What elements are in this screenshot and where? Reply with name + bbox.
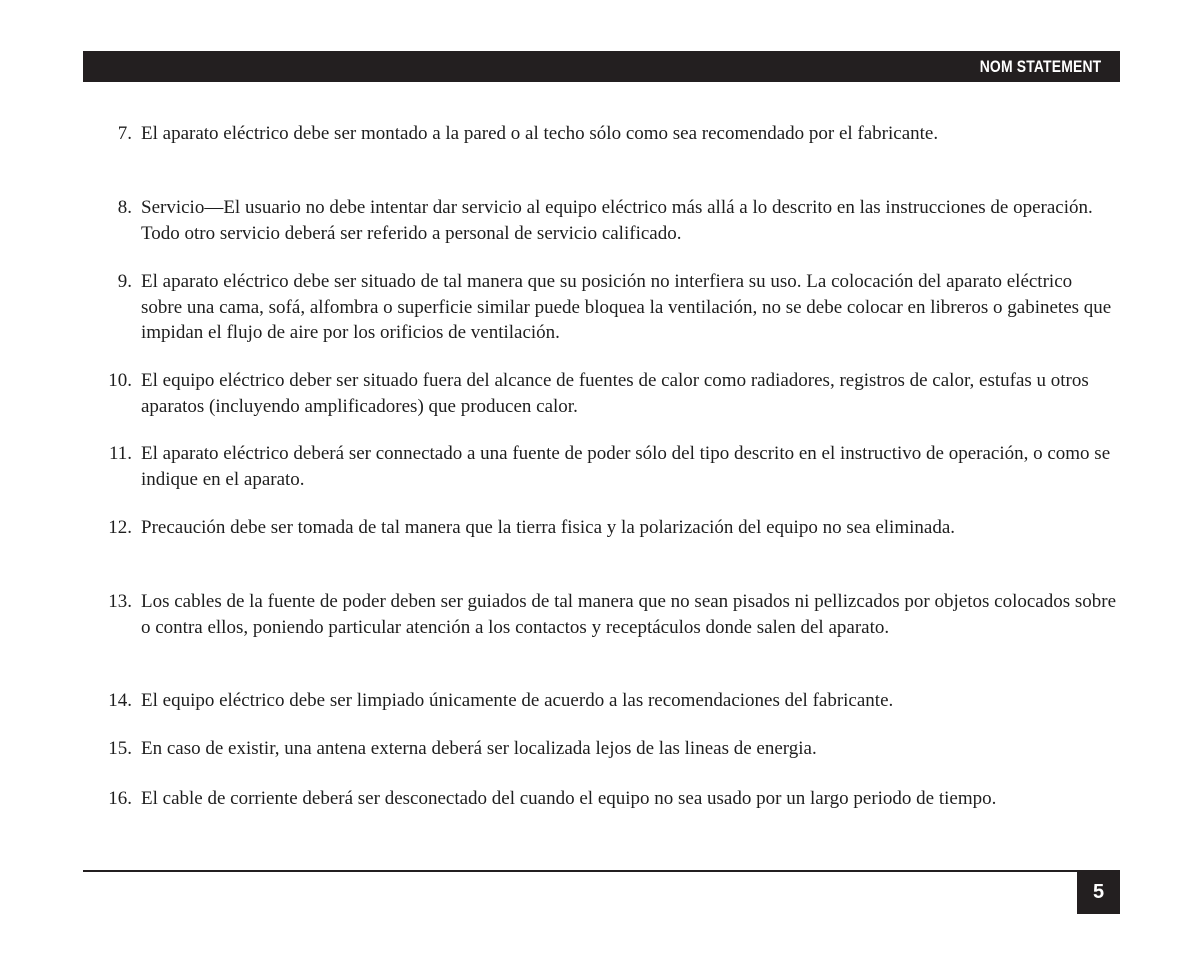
item-text: Servicio—El usuario no debe intentar dar servicio al equipo eléctrico más allá a lo descrito en las instrucciones de operación. Todo otro servicio deberá ser referido a personal de servicio calificado. (141, 197, 1093, 244)
item-text: Los cables de la fuente de poder deben ser guiados de tal manera que no sean pisados ni pellizcados por objetos colocados sobre o contra ellos, poniendo particular atención a los contactos y receptáculos donde salen del aparato. (141, 591, 1117, 638)
item-text: El equipo eléctrico debe ser limpiado únicamente de acuerdo a las recomendaciones del fabricante. (141, 690, 894, 711)
item-number: 14. (108, 690, 132, 711)
page-number: 5 (1077, 872, 1120, 914)
item-text: El cable de corriente deberá ser desconectado del cuando el equipo no sea usado por un largo periodo de tiempo. (141, 788, 997, 809)
footer-rule (83, 870, 1120, 872)
item-number: 11. (108, 443, 132, 464)
item-number: 8. (117, 197, 132, 218)
item-number: 15. (108, 738, 132, 759)
item-number: 9. (117, 271, 132, 292)
item-text: El aparato eléctrico debe ser montado a la pared o al techo sólo como sea recomendado por el fabricante. (141, 123, 939, 144)
item-text: El equipo eléctrico deber ser situado fuera del alcance de fuentes de calor como radiadores, registros de calor, estufas u otros aparatos (incluyendo amplificadores) que producen calor. (141, 370, 1089, 417)
item-text: El aparato eléctrico deberá ser connectado a una fuente de poder sólo del tipo descrito en el instructivo de operación, o como se indique en el aparato. (141, 443, 1111, 490)
item-text: Precaución debe ser tomada de tal manera que la tierra fisica y la polarización del equipo no sea eliminada. (141, 517, 956, 538)
item-number: 12. (108, 517, 132, 538)
item-number: 16. (108, 788, 132, 809)
item-number: 10. (108, 370, 132, 391)
item-text: El aparato eléctrico debe ser situado de tal manera que su posición no interfiera su uso. La colocación del aparato eléctrico sobre una cama, sofá, alfombra o superficie similar puede bloquea la ventilación, no se debe colocar en libreros o gabinetes que impidan el flujo de aire por los orificios de ventilación. (141, 271, 1112, 343)
item-number: 7. (117, 123, 132, 144)
item-number: 13. (108, 591, 132, 612)
item-text: En caso de existir, una antena externa deberá ser localizada lejos de las lineas de energia. (141, 738, 817, 759)
section-title: NOM STATEMENT (979, 57, 1101, 76)
